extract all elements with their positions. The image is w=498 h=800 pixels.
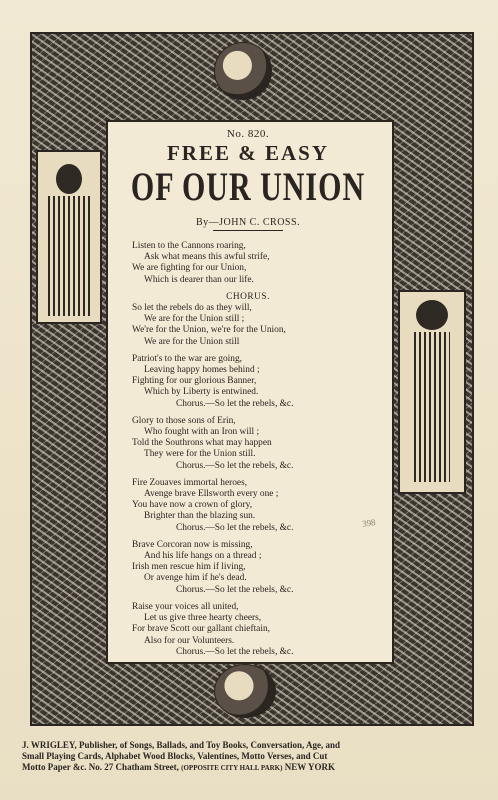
verse-line: Leaving happy homes behind ; <box>144 365 260 376</box>
divider <box>213 230 283 231</box>
cherub-bottom-ornament-icon <box>214 664 276 718</box>
verse-line: Fighting for our glorious Banner, <box>132 376 257 387</box>
woman-figure-left-icon <box>36 150 102 324</box>
verse-line: Also for our Volunteers. <box>144 635 235 646</box>
title-line-2: OF OUR UNION <box>130 165 366 210</box>
footer-line-2: Small Playing Cards, Alphabet Wood Blocks, Valentines, Motto Verses, and Cut <box>22 751 328 761</box>
verse-line: They were for the Union still. <box>144 449 256 460</box>
footer-address: Motto Paper &c. No. 27 Chatham Street, <box>22 762 179 772</box>
stanza <box>132 540 390 596</box>
footer-line-3 <box>22 762 482 774</box>
verse-line: Which by Liberty is entwined. <box>144 387 259 398</box>
verse-line: We are for the Union still <box>144 336 240 347</box>
stanza <box>132 478 390 534</box>
verse-line: We are for the Union still ; <box>144 314 245 325</box>
stanza <box>132 241 390 286</box>
verse-line: Or avenge him if he's dead. <box>144 573 247 584</box>
footer-city: NEW YORK <box>284 762 335 772</box>
cherub-top-ornament-icon <box>214 42 272 100</box>
stanza <box>132 602 390 658</box>
title-line-1: FREE & EASY <box>166 141 330 165</box>
stanza <box>132 416 390 472</box>
verse-line: Ask what means this awful strife, <box>144 252 270 263</box>
chorus-line: Chorus.—So let the rebels, &c. <box>176 460 294 471</box>
chorus-line: Chorus.—So let the rebels, &c. <box>176 584 294 595</box>
verse-line: We're for the Union, we're for the Union, <box>132 325 286 336</box>
publisher-footer <box>22 740 482 774</box>
verse-line: Brighter than the blazing sun. <box>144 511 256 522</box>
song-number: No. 820. <box>226 128 270 140</box>
song-text <box>106 126 390 664</box>
verse-line: Listen to the Cannons roaring, <box>132 241 246 251</box>
verse-line: For brave Scott our gallant chieftain, <box>132 624 270 635</box>
footer-line-1: J. WRIGLEY, Publisher, of Songs, Ballads, and Toy Books, Conversation, Age, and <box>22 740 341 750</box>
verse-line: Glory to those sons of Erin, <box>132 415 236 426</box>
stanza <box>132 354 390 410</box>
verse-line: So let the rebels do as they will, <box>132 303 252 314</box>
verse-line: Who fought with an Iron will ; <box>144 427 260 438</box>
verses <box>132 241 390 658</box>
stanza <box>132 303 390 348</box>
verse-line: Told the Southrons what may happen <box>132 438 272 449</box>
verse-line: Which is dearer than our life. <box>144 274 254 285</box>
chorus-line: Chorus.—So let the rebels, &c. <box>176 398 294 409</box>
footer-opposite: (OPPOSITE CITY HALL PARK) <box>181 764 283 772</box>
verse-line: Fire Zouaves immortal heroes, <box>132 477 248 488</box>
verse-line: We are fighting for our Union, <box>132 263 247 274</box>
pencil-note: 398 <box>361 517 377 529</box>
verse-line: Brave Corcoran now is missing, <box>132 539 253 550</box>
verse-line: Raise your voices all united, <box>132 601 239 612</box>
verse-line: Patriot's to the war are going, <box>132 353 242 364</box>
chorus-line: Chorus.—So let the rebels, &c. <box>176 522 294 533</box>
verse-line: And his life hangs on a thread ; <box>144 551 262 562</box>
author-line: By—JOHN C. CROSS. <box>195 217 301 228</box>
verse-line: Irish men rescue him if living, <box>132 562 246 573</box>
chorus-heading: CHORUS. <box>226 291 270 302</box>
minstrel-figure-right-icon <box>398 290 466 494</box>
chorus-line: Chorus.—So let the rebels, &c. <box>176 646 294 657</box>
verse-line: Avenge brave Ellsworth every one ; <box>144 489 279 500</box>
verse-line: You have now a crown of glory, <box>132 500 253 511</box>
verse-line: Let us give three hearty cheers, <box>144 613 262 624</box>
